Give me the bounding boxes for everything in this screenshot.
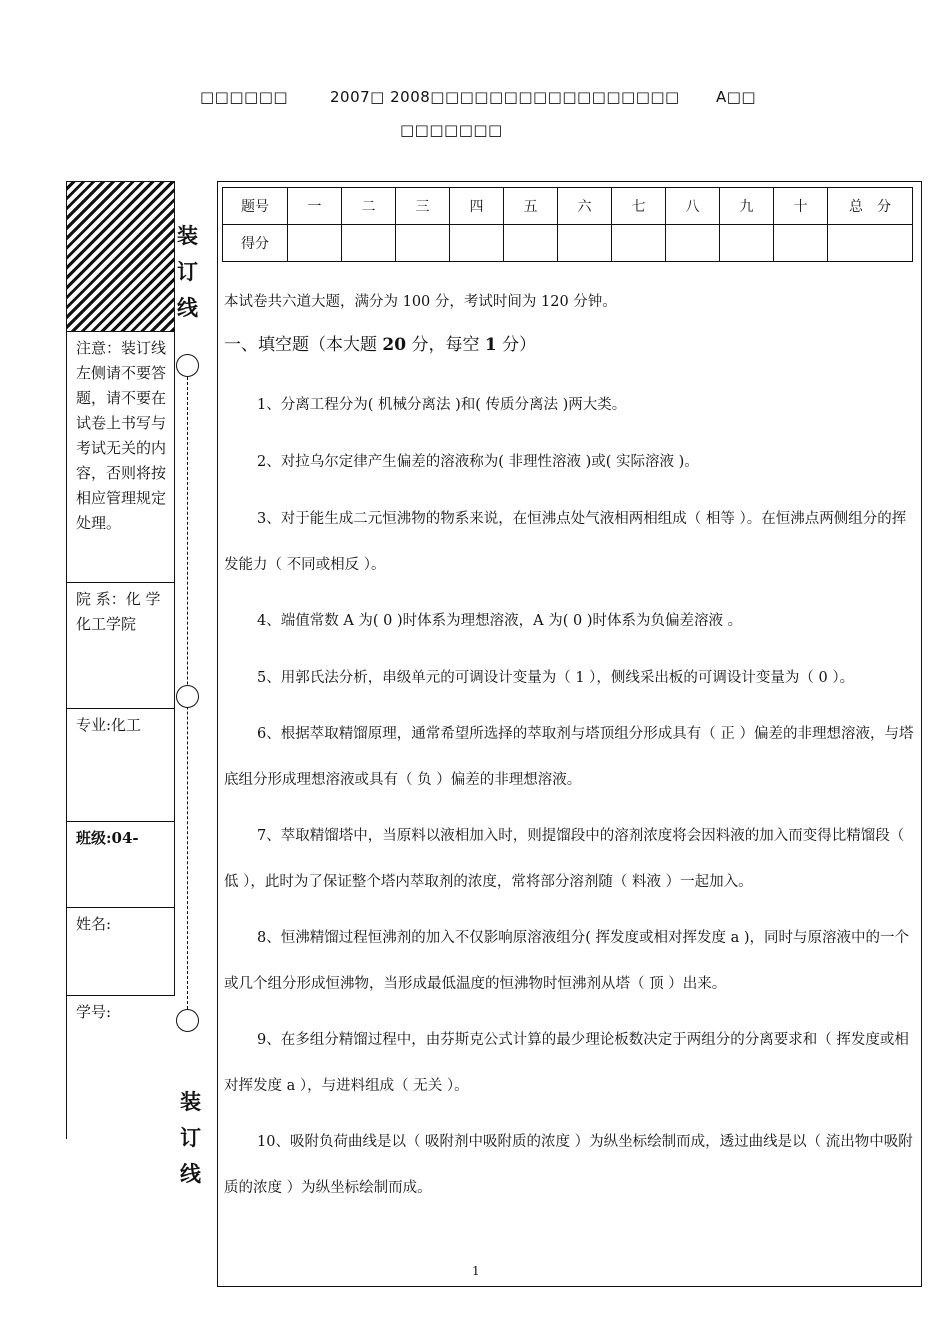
name-cell	[66, 907, 175, 996]
score-header-cell: 二	[342, 188, 396, 225]
score-table-header-row	[223, 188, 913, 225]
binding-label-top: 装 订 线	[177, 224, 198, 320]
question-5: 5、用郭氏法分析，串级单元的可调设计变量为（ 1 ），侧线采出板的可调设计变量为（ 0 ）。	[257, 670, 855, 686]
score-cell[interactable]	[774, 225, 828, 262]
score-cell[interactable]	[342, 225, 396, 262]
question-6: 6、根据萃取精馏原理，通常希望所选择的萃取剂与塔顶组分形成具有（ 正 ）偏差的非理想溶液，与塔底组分形成理想溶液或具有（ 负 ）偏差的非理想溶液。	[224, 726, 914, 788]
class-cell	[66, 821, 175, 908]
student-id-cell	[66, 995, 174, 1139]
exam-header-year: 2007□ 2008□□□□□□□□□□□□□□□□□	[330, 88, 680, 106]
score-cell[interactable]	[612, 225, 666, 262]
binding-hole-3	[176, 1009, 199, 1032]
score-table	[222, 187, 913, 262]
binding-label-bottom: 装 订 线	[180, 1090, 201, 1186]
major-cell	[66, 708, 175, 822]
score-header-cell: 四	[450, 188, 504, 225]
score-header-cell: 一	[288, 188, 342, 225]
score-cell[interactable]	[288, 225, 342, 262]
score-cell[interactable]	[666, 225, 720, 262]
exam-header-school: □□□□□□	[200, 88, 289, 106]
question-10: 10、吸附负荷曲线是以（ 吸附剂中吸附质的浓度 ）为纵坐标绘制而成，透过曲线是以（ 流出物中吸附质的浓度 ）为纵坐标绘制而成。	[224, 1134, 913, 1196]
score-cell[interactable]	[720, 225, 774, 262]
major-text: 专业:化工	[76, 716, 142, 734]
score-header-cell: 九	[720, 188, 774, 225]
question-7: 7、萃取精馏塔中，当原料以液相加入时，则提馏段中的溶剂浓度将会因料液的加入而变得比精馏段（ 低 ），此时为了保证整个塔内萃取剂的浓度，常将部分溶剂随（ 料液 ）一起加入。	[224, 828, 905, 890]
score-header-cell: 十	[774, 188, 828, 225]
score-header-cell: 八	[666, 188, 720, 225]
exam-header-subtitle: □□□□□□□	[400, 121, 503, 139]
score-header-cell: 三	[396, 188, 450, 225]
binding-hole-2	[176, 685, 199, 708]
question-8: 8、恒沸精馏过程恒沸剂的加入不仅影响原溶液组分( 挥发度或相对挥发度 a )，同时与原溶液中的一个或几个组分形成恒沸物，当形成最低温度的恒沸物时恒沸剂从塔（ 顶 ）出来。	[224, 930, 910, 992]
score-header-cell: 总 分	[828, 188, 913, 225]
student-id-text: 学号:	[76, 1003, 112, 1021]
score-header-cell: 六	[558, 188, 612, 225]
score-header-cell: 五	[504, 188, 558, 225]
notice-cell	[66, 331, 175, 582]
question-9: 9、在多组分精馏过程中，由芬斯克公式计算的最少理论板数决定于两组分的分离要求和（ 挥发度或相对挥发度 a ），与进料组成（ 无关 ）。	[224, 1032, 909, 1094]
section-title: 一、填空题（本大题 20 分，每空 1 分）	[224, 335, 537, 355]
name-text: 姓名:	[76, 915, 112, 933]
page-number: 1	[472, 1264, 480, 1278]
score-cell[interactable]	[558, 225, 612, 262]
score-cell[interactable]	[828, 225, 913, 262]
score-header-cell: 七	[612, 188, 666, 225]
score-cell[interactable]	[450, 225, 504, 262]
department-cell	[66, 582, 175, 709]
exam-intro: 本试卷共六道大题，满分为 100 分，考试时间为 120 分钟。	[224, 294, 617, 310]
class-text: 班级:04-	[76, 829, 139, 847]
department-text: 院 系：化 学化工学院	[76, 590, 161, 633]
score-row-label: 得分	[223, 225, 288, 262]
notice-text: 注意：装订线左侧请不要答题，请不要在试卷上书写与考试无关的内容，否则将按相应管理规定处理。	[76, 339, 167, 532]
score-table-score-row	[223, 225, 913, 262]
score-cell[interactable]	[504, 225, 558, 262]
exam-header-paper-type: A□□	[716, 88, 757, 106]
score-header-cell: 题号	[223, 188, 288, 225]
question-4: 4、端值常数 A 为( 0 )时体系为理想溶液，A 为( 0 )时体系为负偏差溶液 。	[257, 613, 743, 629]
question-2: 2、对拉乌尔定律产生偏差的溶液称为( 非理性溶液 )或( 实际溶液 )。	[257, 454, 699, 470]
binding-hole-1	[176, 354, 199, 377]
score-cell[interactable]	[396, 225, 450, 262]
question-3: 3、对于能生成二元恒沸物的物系来说，在恒沸点处气液相两相组成（ 相等 ）。在恒沸点两侧组分的挥发能力（ 不同或相反 ）。	[224, 511, 907, 573]
question-1: 1、分离工程分为( 机械分离法 )和( 传质分离法 )两大类。	[257, 397, 627, 413]
hatched-block	[66, 181, 175, 331]
